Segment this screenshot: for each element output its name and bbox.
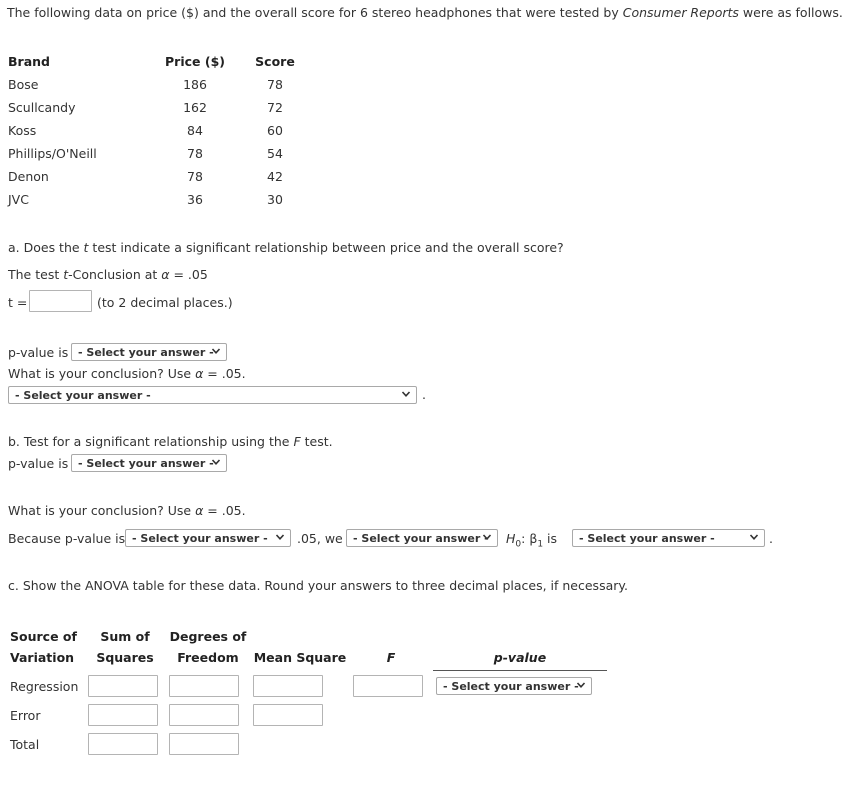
regression-ss-input[interactable] [88,675,158,697]
regression-df-input[interactable] [169,675,239,697]
row-score: 60 [267,123,283,138]
conclusion-question-post: = .05. [203,366,246,381]
row-score: 72 [267,100,283,115]
row-brand: Scullcandy [8,100,76,115]
h0-label: H [506,531,516,546]
select-text: - Select your answer - [132,532,268,545]
regression-f-input[interactable] [353,675,423,697]
part-a-conclusion-pre: The test [8,267,64,282]
conclusion-question-post: = .05. [203,503,246,518]
part-a-question-pre: a. Does the [8,240,84,255]
conclusion-question-pre: What is your conclusion? Use [8,366,196,381]
part-b-pvalue-label: p-value is [8,456,69,471]
select-text: - Select your answer - [443,680,579,693]
trailing-period: . [769,531,773,546]
part-a-conclusion-question [8,366,246,381]
part-b-question-f: F [293,434,301,449]
header-brand: Brand [8,54,50,69]
error-ms-input[interactable] [253,704,323,726]
header-df-1: Degrees of [169,629,247,644]
chevron-down-icon [275,532,285,542]
chevron-down-icon [211,457,221,467]
row-score: 54 [267,146,283,161]
chevron-down-icon [749,532,759,542]
beta-sub: 1 [537,539,544,550]
part-a-question-post: test indicate a significant relationship between price and the overall score? [88,240,564,255]
header-source-2: Variation [10,650,75,665]
row-score: 30 [267,192,283,207]
t-note: (to 2 decimal places.) [97,295,233,310]
h0-sub: 0 [515,539,522,550]
alpha-symbol: α [195,366,204,381]
trailing-period: . [422,387,426,402]
part-a-question-t: t [83,240,89,255]
part-a-conclusion-select[interactable] [8,386,417,404]
part-b-pvalue-select[interactable] [71,454,227,472]
because-label: Because p-value is [8,531,126,546]
chevron-down-icon [211,346,221,356]
source-error: Error [10,708,41,723]
part-a-pvalue-select[interactable] [71,343,227,361]
t-value-input[interactable] [29,290,92,312]
alpha-symbol: α [161,267,170,282]
part-a-pvalue-label: p-value is [8,345,69,360]
chevron-down-icon [576,680,586,690]
source-regression: Regression [10,679,79,694]
intro-before: The following data on price ($) and the overall score for 6 stereo headphones that were tested by [7,5,623,20]
header-pvalue: p-value [493,650,547,665]
source-total: Total [10,737,40,752]
select-text: - Select your answer - [353,532,489,545]
row-price: 78 [187,169,203,184]
is-text: is [547,531,558,546]
header-ms: Mean Square [253,650,347,665]
alpha-symbol: α [195,503,204,518]
header-price: Price ($) [165,54,225,69]
mid-text: .05, we [297,531,343,546]
header-score: Score [255,54,295,69]
part-a-test-line [8,267,208,282]
select-text: - Select your answer - [78,346,214,359]
row-price: 162 [183,100,207,115]
chevron-down-icon [482,532,492,542]
beta-text: : β [521,531,538,546]
select-text: - Select your answer - [15,389,151,402]
select-text: - Select your answer - [579,532,715,545]
row-price: 36 [187,192,203,207]
part-b-question-pre: b. Test for a significant relationship using the [8,434,294,449]
part-a-conclusion-t: t [63,267,69,282]
row-brand: Bose [8,77,39,92]
row-score: 42 [267,169,283,184]
part-b-significance-select[interactable] [572,529,765,547]
select-text: - Select your answer - [78,457,214,470]
row-score: 78 [267,77,283,92]
part-a-conclusion-post: -Conclusion at [68,267,162,282]
t-label: t = [8,295,28,310]
part-b-decision-select[interactable] [346,529,498,547]
intro-after: were as follows. [738,5,843,20]
header-ss-1: Sum of [100,629,150,644]
header-source-1: Source of [10,629,77,644]
part-a-question [8,240,564,255]
row-price: 84 [187,123,203,138]
null-hypothesis [506,531,557,550]
header-f: F [386,650,396,665]
part-b-question [8,434,333,449]
alpha-value: = .05 [169,267,208,282]
regression-ms-input[interactable] [253,675,323,697]
row-brand: Denon [8,169,49,184]
part-c-instruction: c. Show the ANOVA table for these data. Round your answers to three decimal places, if necessary. [8,578,628,593]
header-df-2: Freedom [177,650,239,665]
intro-source: Consumer Reports [622,5,739,20]
row-price: 186 [183,77,207,92]
row-brand: JVC [8,192,29,207]
chevron-down-icon [401,389,411,399]
header-ss-2: Squares [96,650,154,665]
part-b-compare-select[interactable] [125,529,291,547]
error-ss-input[interactable] [88,704,158,726]
row-price: 78 [187,146,203,161]
row-brand: Phillips/O'Neill [8,146,97,161]
total-df-input[interactable] [169,733,239,755]
row-brand: Koss [8,123,37,138]
part-b-question-post: test. [300,434,333,449]
regression-pvalue-select[interactable] [436,677,592,695]
pvalue-header-rule [433,670,607,671]
conclusion-question-pre: What is your conclusion? Use [8,503,196,518]
total-ss-input[interactable] [88,733,158,755]
error-df-input[interactable] [169,704,239,726]
intro-text [7,5,843,20]
part-b-conclusion-question [8,503,246,518]
